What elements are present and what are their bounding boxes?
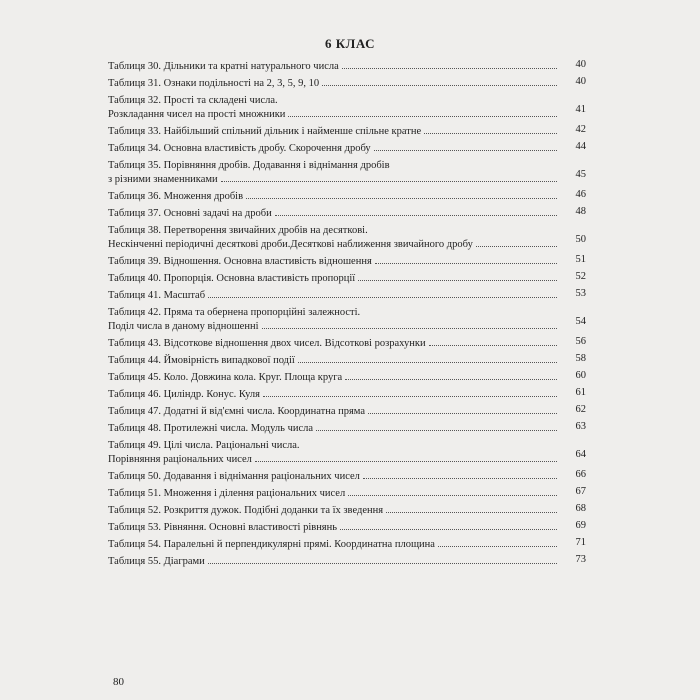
toc-entry	[108, 538, 586, 552]
toc-entry-line	[108, 487, 586, 501]
toc-entry-line	[108, 521, 586, 535]
toc-entry	[108, 272, 586, 286]
toc-entry-title: Відсоткове відношення двох чисел. Відсоткові розрахунки	[163, 338, 426, 349]
toc-entry-label: Таблиця 55.	[108, 556, 161, 567]
dot-leader	[476, 246, 557, 247]
toc-entry	[108, 190, 586, 204]
dot-leader	[438, 546, 557, 547]
toc-entry-line	[108, 439, 586, 453]
toc-entry-label: Таблиця 34.	[108, 143, 161, 154]
toc-entry-title: Рівняння. Основні властивості рівнянь	[163, 522, 338, 533]
toc-entry	[108, 354, 586, 368]
dot-leader	[208, 297, 557, 298]
toc-entry-page: 40	[575, 76, 586, 87]
toc-entry-page: 63	[575, 421, 586, 432]
toc-entry-page: 61	[575, 387, 586, 398]
dot-leader	[363, 478, 557, 479]
toc-entry-line	[108, 371, 586, 385]
toc-entry	[108, 422, 586, 436]
dot-leader	[298, 362, 557, 363]
toc-entry-line	[108, 142, 586, 156]
toc-entry-page: 54	[575, 316, 586, 327]
toc-entry-title: Розкриття дужок. Подібні доданки та їх зведення	[163, 505, 384, 516]
toc-entry-title: Діаграми	[163, 556, 205, 567]
toc-entry-line	[108, 190, 586, 204]
dot-leader	[386, 512, 557, 513]
toc-entry-label: Таблиця 30.	[108, 61, 161, 72]
dot-leader	[348, 495, 557, 496]
dot-leader	[358, 280, 557, 281]
toc-entry-page: 45	[575, 169, 586, 180]
toc-entry	[108, 487, 586, 501]
dot-leader	[262, 328, 557, 329]
toc-entry	[108, 289, 586, 303]
toc-entry-title: Додавання і віднімання раціональних чисел	[163, 471, 360, 482]
toc-entry-page: 62	[575, 404, 586, 415]
toc-entry-label: Таблиця 48.	[108, 423, 161, 434]
toc-entry-page: 46	[575, 189, 586, 200]
toc-entry-label: Таблиця 41.	[108, 290, 161, 301]
toc-entry-label: Таблиця 40.	[108, 273, 161, 284]
toc-entry-label: Таблиця 35.	[108, 160, 161, 171]
toc-entry	[108, 521, 586, 535]
toc-entry	[108, 388, 586, 402]
toc-entry-title: Дільники та кратні натурального числа	[163, 61, 339, 72]
toc-entry	[108, 555, 586, 569]
toc-entry-page: 73	[575, 554, 586, 565]
toc-entry-label: Таблиця 43.	[108, 338, 161, 349]
toc-entry-title: Цілі числа. Раціональні числа.	[163, 440, 300, 451]
toc-entry-page: 48	[575, 206, 586, 217]
toc-entry-label: Таблиця 37.	[108, 208, 161, 219]
toc-entry-label: Таблиця 47.	[108, 406, 161, 417]
toc-entry-title: Ознаки подільності на 2, 3, 5, 9, 10	[163, 78, 320, 89]
dot-leader	[429, 345, 557, 346]
toc-entry-label: Таблиця 52.	[108, 505, 161, 516]
toc-entry	[108, 94, 586, 122]
toc-entry-label: Таблиця 46.	[108, 389, 161, 400]
dot-leader	[275, 215, 557, 216]
toc-entry-title: Множення дробів	[163, 191, 244, 202]
toc-entry-label: Таблиця 51.	[108, 488, 161, 499]
toc-entry-line	[108, 77, 586, 91]
toc-entry-line	[108, 224, 586, 238]
toc-entry-title: Пряма та обернена пропорційні залежності.	[163, 307, 361, 318]
toc-entry	[108, 405, 586, 419]
toc-entry-title: Порівняння дробів. Додавання і віднімання дробів	[163, 160, 390, 171]
toc-entry-label: Таблиця 54.	[108, 539, 161, 550]
dot-leader	[368, 413, 557, 414]
toc-entry-line	[108, 207, 586, 221]
toc-entry	[108, 504, 586, 518]
toc-entry-title: Паралельні й перпендикулярні прямі. Координатна площина	[163, 539, 435, 550]
toc-entry	[108, 439, 586, 467]
toc-entry-line	[108, 159, 586, 173]
toc-entry	[108, 142, 586, 156]
toc-entry-line	[108, 60, 586, 74]
toc-entry	[108, 306, 586, 334]
toc-entry-title: Перетворення звичайних дробів на десяткові.	[163, 225, 368, 236]
toc-entry-line	[108, 289, 586, 303]
toc-entry-page: 58	[575, 353, 586, 364]
toc-entry-title: Розкладання чисел на прості множники	[108, 109, 286, 120]
toc-entry-line	[108, 388, 586, 402]
toc-entry-line	[108, 538, 586, 552]
toc-entry-label: Таблиця 45.	[108, 372, 161, 383]
toc-entry	[108, 224, 586, 252]
toc-entry-title: Пропорція. Основна властивість пропорції	[163, 273, 356, 284]
toc-entry-title: Множення і ділення раціональних чисел	[163, 488, 346, 499]
toc-entry	[108, 255, 586, 269]
toc-entry-page: 66	[575, 469, 586, 480]
dot-leader	[208, 563, 557, 564]
toc-entry-line	[108, 125, 586, 139]
toc-entry-title: Коло. Довжина кола. Круг. Площа круга	[163, 372, 343, 383]
toc-entry-line	[108, 108, 586, 122]
toc-entry-title: Порівняння раціональних чисел	[108, 454, 252, 465]
toc-entry-line	[108, 504, 586, 518]
dot-leader	[424, 133, 557, 134]
table-of-contents	[108, 60, 586, 572]
toc-entry-line	[108, 405, 586, 419]
toc-entry-page: 60	[575, 370, 586, 381]
toc-entry-line	[108, 238, 586, 252]
dot-leader	[342, 68, 557, 69]
toc-entry-label: Таблиця 38.	[108, 225, 161, 236]
toc-entry-page: 53	[575, 288, 586, 299]
toc-entry	[108, 77, 586, 91]
toc-entry-title: Основна властивість дробу. Скорочення дробу	[163, 143, 371, 154]
toc-entry-label: Таблиця 33.	[108, 126, 161, 137]
toc-entry-label: Таблиця 32.	[108, 95, 161, 106]
toc-entry-page: 52	[575, 271, 586, 282]
toc-entry-title: Циліндр. Конус. Куля	[163, 389, 260, 400]
toc-entry-page: 44	[575, 141, 586, 152]
toc-entry-page: 68	[575, 503, 586, 514]
toc-entry-line	[108, 306, 586, 320]
dot-leader	[322, 85, 557, 86]
toc-entry-label: Таблиця 31.	[108, 78, 161, 89]
toc-entry-title: Прості та складені числа.	[163, 95, 278, 106]
dot-leader	[255, 461, 557, 462]
dot-leader	[345, 379, 557, 380]
toc-entry-line	[108, 422, 586, 436]
toc-entry-page: 51	[575, 254, 586, 265]
toc-entry-title: Поділ числа в даному відношенні	[108, 321, 259, 332]
toc-entry-label: Таблиця 39.	[108, 256, 161, 267]
toc-entry-page: 41	[575, 104, 586, 115]
toc-entry-title: Додатні й від'ємні числа. Координатна пряма	[163, 406, 366, 417]
toc-entry-title: з різними знаменниками	[108, 174, 218, 185]
toc-entry-line	[108, 173, 586, 187]
toc-entry-line	[108, 470, 586, 484]
toc-entry-page: 67	[575, 486, 586, 497]
dot-leader	[316, 430, 557, 431]
toc-entry-label: Таблиця 42.	[108, 307, 161, 318]
toc-entry-page: 64	[575, 449, 586, 460]
toc-entry-title: Найбільший спільний дільник і найменше спільне кратне	[163, 126, 422, 137]
toc-entry-line	[108, 272, 586, 286]
toc-entry	[108, 207, 586, 221]
section-heading: 6 КЛАС	[325, 36, 375, 51]
toc-entry-title: Ймовірність випадкової події	[163, 355, 295, 366]
toc-entry-title: Протилежні числа. Модуль числа	[163, 423, 314, 434]
toc-entry-line	[108, 320, 586, 334]
toc-entry-page: 71	[575, 537, 586, 548]
toc-entry-title: Основні задачі на дроби	[163, 208, 272, 219]
toc-entry	[108, 125, 586, 139]
toc-entry-page: 40	[575, 59, 586, 70]
toc-entry-line	[108, 255, 586, 269]
toc-entry-page: 69	[575, 520, 586, 531]
dot-leader	[246, 198, 557, 199]
toc-entry-line	[108, 453, 586, 467]
page-number: 80	[113, 676, 124, 688]
toc-entry-label: Таблиця 49.	[108, 440, 161, 451]
toc-entry-title: Масштаб	[163, 290, 206, 301]
dot-leader	[374, 150, 557, 151]
toc-entry-page: 50	[575, 234, 586, 245]
toc-entry-label: Таблиця 36.	[108, 191, 161, 202]
dot-leader	[340, 529, 557, 530]
toc-entry	[108, 337, 586, 351]
dot-leader	[221, 181, 557, 182]
toc-entry	[108, 60, 586, 74]
toc-entry-label: Таблиця 50.	[108, 471, 161, 482]
toc-entry-label: Таблиця 44.	[108, 355, 161, 366]
toc-entry-line	[108, 337, 586, 351]
dot-leader	[375, 263, 557, 264]
toc-entry	[108, 159, 586, 187]
toc-entry-line	[108, 354, 586, 368]
dot-leader	[288, 116, 557, 117]
toc-entry	[108, 371, 586, 385]
toc-entry-title: Нескінченні періодичні десяткові дроби.Десяткові наближення звичайного дробу	[108, 239, 473, 250]
toc-entry	[108, 470, 586, 484]
toc-entry-title: Відношення. Основна властивість відношення	[163, 256, 372, 267]
dot-leader	[263, 396, 557, 397]
toc-entry-label: Таблиця 53.	[108, 522, 161, 533]
toc-entry-line	[108, 555, 586, 569]
toc-entry-page: 56	[575, 336, 586, 347]
toc-entry-line	[108, 94, 586, 108]
toc-entry-page: 42	[575, 124, 586, 135]
